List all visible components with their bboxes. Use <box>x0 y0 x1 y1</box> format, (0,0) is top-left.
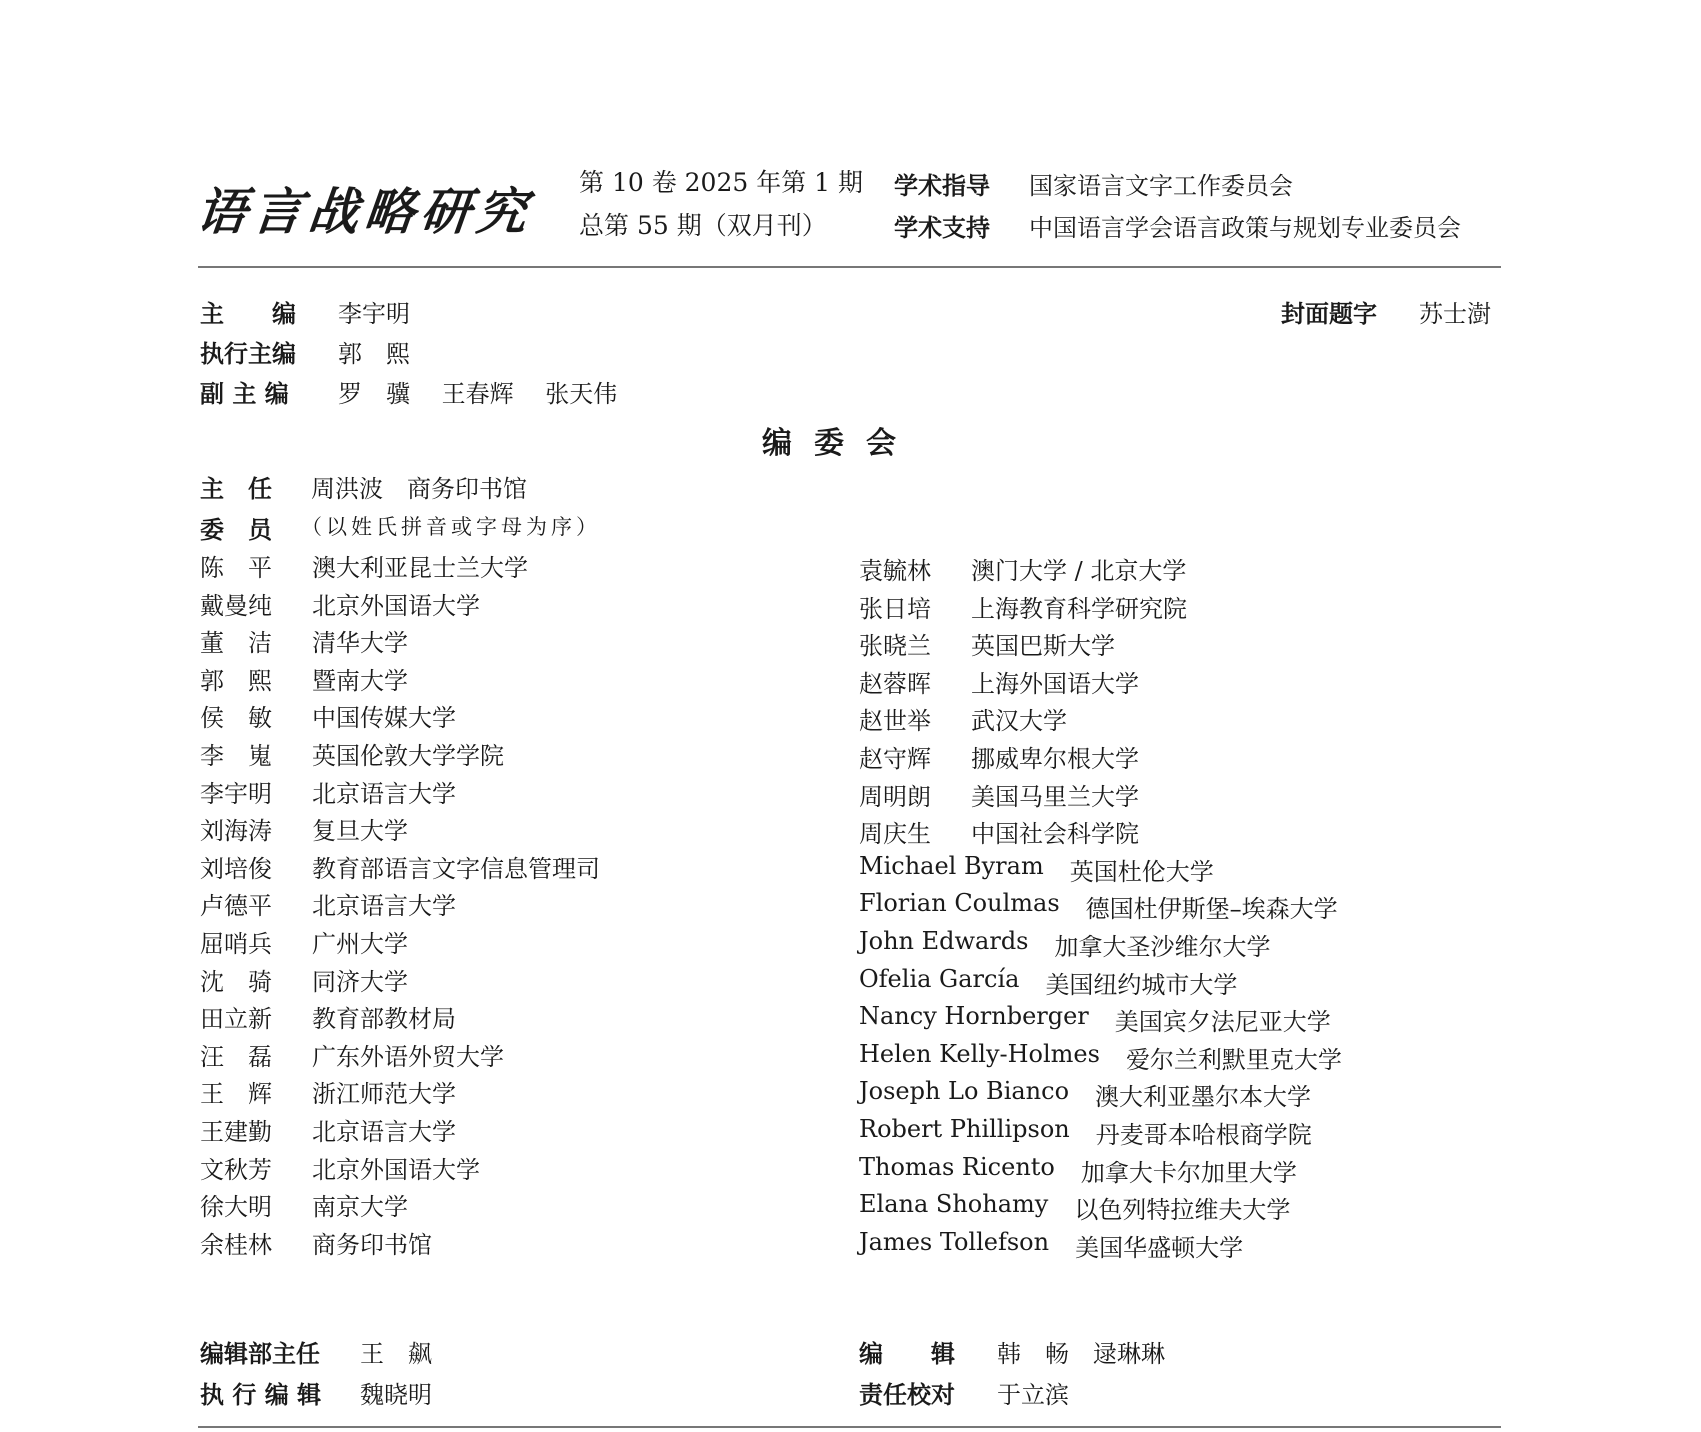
member-name: John Edwards <box>859 927 1029 955</box>
member-affiliation: 挪威卑尔根大学 <box>971 745 1139 773</box>
member-affiliation: 加拿大圣沙维尔大学 <box>1054 933 1271 961</box>
member-affiliation: 英国巴斯大学 <box>971 632 1115 661</box>
member-affiliation: 德国杜伊斯堡–埃森大学 <box>1085 895 1338 924</box>
member-affiliation: 浙江师范大学 <box>312 1080 456 1109</box>
member-affiliation: 武汉大学 <box>971 707 1067 736</box>
member-name: 刘培俊 <box>200 854 272 883</box>
member-affiliation: 上海外国语大学 <box>971 669 1139 698</box>
editor-value: 韩 畅 逯琳琳 <box>997 1340 1165 1368</box>
director-label: 主 任 <box>200 475 272 503</box>
deputy-editor-values: 罗 骥 王春辉 张天伟 <box>338 380 618 408</box>
cover-calligraphy-label: 封面题字 <box>1281 300 1377 328</box>
member-row <box>200 1112 456 1147</box>
member-row <box>200 999 456 1034</box>
member-row <box>200 623 408 658</box>
exec-editing-label: 执 行 编 辑 <box>200 1381 322 1409</box>
member-row <box>859 927 1271 962</box>
header-divider <box>198 266 1501 268</box>
member-affiliation: 南京大学 <box>312 1193 408 1222</box>
member-name: Thomas Ricento <box>859 1152 1055 1181</box>
member-name: 余桂林 <box>200 1230 272 1259</box>
member-name: 周明朗 <box>859 782 931 811</box>
journal-logo: 语言战略研究 <box>193 182 536 241</box>
member-name: James Tollefson <box>859 1227 1050 1256</box>
dept-director-label: 编辑部主任 <box>200 1340 320 1368</box>
member-affiliation: 中国社会科学院 <box>971 820 1139 849</box>
member-affiliation: 美国宾夕法尼亚大学 <box>1114 1008 1331 1037</box>
member-row <box>200 811 408 846</box>
director-value: 周洪波 商务印书馆 <box>311 475 527 503</box>
exec-editor-label: 执行主编 <box>200 340 296 368</box>
member-name: 赵守辉 <box>859 745 931 773</box>
member-affiliation: 美国纽约城市大学 <box>1045 970 1238 999</box>
member-affiliation: 中国传媒大学 <box>312 704 456 733</box>
members-note: （以姓氏拼音或字母为序） <box>301 515 601 539</box>
member-row <box>200 774 456 809</box>
member-name: 郭 熙 <box>200 666 272 695</box>
chief-editor-value: 李宇明 <box>338 300 410 328</box>
issue-line-2: 总第 55 期（双月刊） <box>579 211 827 240</box>
member-name: Michael Byram <box>859 851 1044 880</box>
guide-value: 国家语言文字工作委员会 <box>1029 172 1293 200</box>
member-affiliation: 教育部教材局 <box>312 1005 456 1034</box>
member-name: 卢德平 <box>200 892 272 921</box>
deputy-editor-label: 副 主 编 <box>200 380 289 408</box>
exec-editor-value: 郭 熙 <box>338 340 410 368</box>
member-row <box>859 1228 1243 1263</box>
member-row <box>859 551 1186 586</box>
member-name: Nancy Hornberger <box>859 1002 1089 1031</box>
member-row <box>200 1150 480 1185</box>
member-row <box>859 739 1139 774</box>
member-name: 李宇明 <box>200 779 272 808</box>
member-row <box>859 1115 1312 1150</box>
member-name: 李 嵬 <box>200 742 272 770</box>
member-name: Joseph Lo Bianco <box>859 1077 1070 1106</box>
members-label: 委 员 <box>200 516 272 544</box>
member-name: Elana Shohamy <box>859 1190 1049 1219</box>
member-row <box>200 962 408 997</box>
member-affiliation: 北京语言大学 <box>312 1118 456 1146</box>
support-label: 学术支持 <box>894 214 990 242</box>
member-affiliation: 以色列特拉维夫大学 <box>1074 1196 1291 1225</box>
member-affiliation: 复旦大学 <box>312 817 408 846</box>
member-affiliation: 加拿大卡尔加里大学 <box>1080 1158 1297 1187</box>
member-name: 田立新 <box>200 1005 272 1034</box>
member-name: 张日培 <box>859 594 931 623</box>
member-row <box>859 1002 1331 1037</box>
member-row <box>859 1153 1297 1188</box>
member-row <box>859 1190 1290 1225</box>
member-row <box>200 1074 456 1109</box>
member-name: 徐大明 <box>200 1193 272 1222</box>
member-row <box>200 1225 432 1260</box>
member-affiliation: 清华大学 <box>312 629 408 658</box>
member-affiliation: 澳大利亚昆士兰大学 <box>312 554 528 582</box>
member-row <box>859 814 1139 849</box>
member-affiliation: 广州大学 <box>312 930 408 958</box>
member-affiliation: 商务印书馆 <box>312 1230 432 1259</box>
proofreader-value: 于立滨 <box>997 1381 1069 1409</box>
member-row <box>200 886 456 921</box>
member-name: 周庆生 <box>859 820 931 849</box>
member-row <box>859 965 1237 1000</box>
issue-line-1: 第 10 卷 2025 年第 1 期 <box>579 168 864 197</box>
member-affiliation: 北京语言大学 <box>312 779 456 808</box>
member-affiliation: 澳大利亚墨尔本大学 <box>1095 1083 1312 1112</box>
member-row <box>859 889 1338 924</box>
member-affiliation: 澳门大学 / 北京大学 <box>971 557 1187 585</box>
board-title: 编委会 <box>762 426 918 461</box>
member-name: 文秋芳 <box>200 1155 272 1184</box>
member-row <box>200 1037 504 1072</box>
member-name: Robert Phillipson <box>859 1115 1070 1143</box>
member-row <box>200 849 600 884</box>
member-affiliation: 美国马里兰大学 <box>971 782 1139 811</box>
member-affiliation: 北京外国语大学 <box>312 1155 480 1184</box>
member-affiliation: 教育部语言文字信息管理司 <box>312 854 600 883</box>
support-value: 中国语言学会语言政策与规划专业委员会 <box>1029 214 1461 242</box>
member-affiliation: 暨南大学 <box>312 666 408 695</box>
proofreader-label: 责任校对 <box>859 1381 955 1409</box>
dept-director-value: 王 飙 <box>360 1340 432 1368</box>
member-name: 张晓兰 <box>859 632 931 661</box>
member-name: 王建勤 <box>200 1118 272 1146</box>
member-row <box>859 626 1115 661</box>
member-name: Helen Kelly-Holmes <box>859 1039 1100 1068</box>
member-affiliation: 美国华盛顿大学 <box>1075 1233 1244 1262</box>
member-name: 屈哨兵 <box>200 930 272 958</box>
cover-calligraphy-value: 苏士澍 <box>1419 300 1491 328</box>
member-name: 董 洁 <box>200 629 272 658</box>
member-row <box>200 698 456 733</box>
member-name: 汪 磊 <box>200 1042 272 1071</box>
member-name: 沈 骑 <box>200 967 272 996</box>
member-affiliation: 广东外语外贸大学 <box>312 1042 504 1071</box>
member-name: 袁毓林 <box>859 557 931 585</box>
member-row <box>200 586 480 621</box>
member-name: 王 辉 <box>200 1080 272 1109</box>
member-row <box>859 664 1139 699</box>
member-row <box>200 1187 408 1222</box>
member-name: Florian Coulmas <box>859 889 1060 918</box>
member-row <box>859 589 1187 624</box>
member-row <box>859 701 1067 736</box>
chief-editor-label: 主 编 <box>200 300 296 328</box>
member-row <box>200 661 408 696</box>
member-affiliation: 丹麦哥本哈根商学院 <box>1095 1121 1312 1149</box>
member-row <box>859 1077 1311 1112</box>
footer-divider <box>198 1426 1501 1428</box>
member-name: 赵蓉晖 <box>859 669 931 698</box>
member-affiliation: 英国伦敦大学学院 <box>312 742 504 770</box>
member-name: Ofelia García <box>859 964 1020 993</box>
member-row <box>859 777 1139 812</box>
guide-label: 学术指导 <box>894 172 990 200</box>
member-name: 戴曼纯 <box>200 591 272 620</box>
member-name: 刘海涛 <box>200 817 272 846</box>
member-row <box>200 736 504 771</box>
exec-editing-value: 魏晓明 <box>360 1381 432 1409</box>
editor-label: 编 辑 <box>859 1340 955 1368</box>
member-name: 陈 平 <box>200 554 272 582</box>
member-row <box>859 852 1214 887</box>
member-name: 赵世举 <box>859 707 931 736</box>
member-row <box>859 1040 1342 1075</box>
member-affiliation: 同济大学 <box>312 967 408 996</box>
member-affiliation: 英国杜伦大学 <box>1069 857 1214 886</box>
member-affiliation: 北京外国语大学 <box>312 591 480 620</box>
member-row <box>200 548 528 583</box>
member-row <box>200 924 408 959</box>
member-affiliation: 上海教育科学研究院 <box>971 594 1187 623</box>
member-affiliation: 爱尔兰利默里克大学 <box>1125 1045 1342 1074</box>
member-name: 侯 敏 <box>200 704 272 733</box>
member-affiliation: 北京语言大学 <box>312 892 456 921</box>
